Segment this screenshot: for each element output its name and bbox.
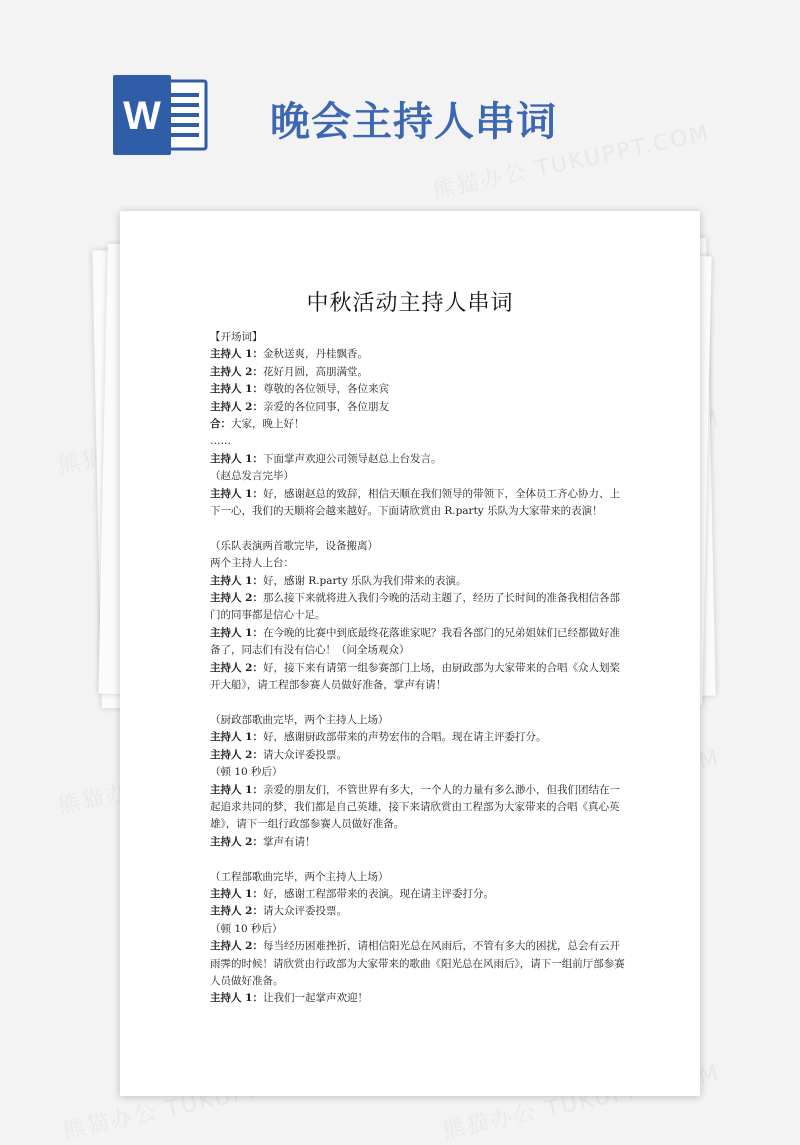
line-text: （顿 10 秒后） [210, 922, 283, 935]
line-text: 好，接下来有请第一组参赛部门上场，由厨政部为大家带来的合唱《众人划桨开大船》，请工程部参赛人员做好准备，掌声有请！ [210, 661, 620, 692]
document-line [210, 782, 625, 834]
line-text: 在今晚的比赛中到底最终花落谁家呢？我看各部门的兄弟姐妹们已经都做好准备了，同志们有没有信心！（问全场观众） [210, 626, 620, 657]
document-line [210, 625, 625, 660]
speaker-label: 主持人 2： [210, 661, 263, 674]
line-text: 【开场词】 [210, 331, 263, 343]
document-line [210, 381, 625, 398]
speaker-label: 主持人 2： [210, 748, 263, 761]
line-text: （厨政部歌曲完毕，两个主持人上场） [210, 713, 389, 726]
speaker-label: 主持人 2： [210, 835, 263, 848]
document-line [210, 903, 625, 920]
speaker-label: 主持人 1： [210, 992, 263, 1005]
speaker-label: 主持人 1： [210, 348, 263, 361]
document-page [120, 211, 700, 1096]
line-text: …… [210, 435, 231, 448]
document-line [210, 364, 625, 381]
line-text: 花好月圆，高朋满堂。 [262, 365, 368, 378]
document-line [210, 851, 625, 868]
speaker-label: 主持人 2： [210, 400, 263, 413]
speaker-label: 主持人 1： [210, 487, 263, 500]
word-logo-icon [113, 75, 208, 155]
document-line [210, 990, 625, 1007]
document-line [210, 329, 625, 346]
header [0, 0, 800, 200]
document-line [210, 921, 625, 938]
document-line [210, 729, 625, 746]
line-text: 金秋送爽，丹桂飘香。 [262, 348, 368, 361]
line-text: 亲爱的朋友们，不管世界有多大，一个人的力量有多么渺小，但我们团结在一起追求共同的梦，我们都是自己英雄，接下来请欣赏由工程部为大家带来的合唱《真心英雄》，请下一组行政部参赛人员做好准备。 [210, 783, 620, 831]
line-text: 两个主持人上台： [210, 557, 294, 570]
speaker-label: 主持人 1： [210, 887, 263, 900]
document-line [210, 573, 625, 590]
document-line [210, 869, 625, 886]
line-text: 好，感谢 R.party 乐队为我们带来的表演。 [262, 574, 467, 587]
line-text: 那么接下来就将进入我们今晚的活动主题了，经历了长时间的准备我相信各部门的同事都是信心十足。 [210, 592, 620, 622]
document-line [210, 433, 625, 450]
document-line [210, 416, 625, 433]
line-text: 大家，晚上好！ [231, 418, 305, 431]
speaker-label: 主持人 2： [210, 365, 263, 378]
line-text: 好，感谢厨政部带来的声势宏伟的合唱。现在请主评委打分。 [262, 731, 547, 744]
line-text: （赵总发言完毕） [210, 470, 294, 483]
document-line [210, 590, 625, 625]
document-line [210, 747, 625, 764]
document-line [210, 660, 625, 695]
speaker-label: 主持人 2： [210, 940, 263, 953]
line-text: （顿 10 秒后） [210, 766, 283, 779]
speaker-label: 主持人 1： [210, 731, 263, 744]
speaker-label: 主持人 1： [210, 574, 263, 587]
document-line [210, 555, 625, 572]
document-line [210, 520, 625, 537]
line-text: 掌声有请！ [262, 835, 316, 848]
line-text: 每当经历困难挫折，请相信阳光总在风雨后，不管有多大的困扰，总会有云开雨霁的时候！请欣赏由行政部为大家带来的歌曲《阳光总在风雨后》，请下一组前厅部参赛人员做好准备。 [210, 940, 625, 987]
document-line [210, 451, 625, 468]
document-line [210, 695, 625, 712]
speaker-label: 合： [210, 418, 231, 431]
document-line [210, 834, 625, 851]
line-text: 尊敬的各位领导，各位来宾 [262, 383, 389, 396]
line-text: 好，感谢工程部带来的表演。现在请主评委打分。 [262, 887, 494, 900]
document-line [210, 346, 625, 363]
speaker-label: 主持人 1： [210, 452, 263, 465]
line-text: 请大众评委投票。 [262, 748, 347, 761]
speaker-label: 主持人 2： [210, 592, 263, 605]
speaker-label: 主持人 2： [210, 905, 263, 918]
document-title: 中秋活动主持人串词 [306, 291, 514, 316]
speaker-label: 主持人 1： [210, 783, 263, 796]
document-line [210, 712, 625, 729]
document-line [210, 468, 625, 485]
word-logo-letter: W [123, 94, 161, 138]
line-text: 亲爱的各位同事，各位朋友 [262, 400, 389, 413]
line-text: 下面掌声欢迎公司领导赵总上台发言。 [262, 452, 442, 465]
document-line [210, 486, 625, 521]
document-body [210, 329, 625, 1008]
document-line [210, 764, 625, 781]
document-line [210, 399, 625, 416]
line-text: 请大众评委投票。 [262, 905, 347, 918]
document-line [210, 938, 625, 990]
page-title: 晚会主持人串词 [270, 99, 557, 145]
line-text: （工程部歌曲完毕，两个主持人上场） [210, 870, 389, 883]
speaker-label: 主持人 1： [210, 626, 263, 639]
line-text: 让我们一起掌声欢迎！ [262, 992, 368, 1005]
speaker-label: 主持人 1： [210, 383, 263, 396]
document-line [210, 886, 625, 903]
line-text: 好，感谢赵总的致辞，相信天顺在我们领导的带领下，全体员工齐心协力、上下一心，我们的天顺将会越来越好。下面请欣赏由 R.party 乐队为大家带来的表演！ [210, 487, 620, 518]
line-text: （乐队表演两首歌完毕，设备搬离） [210, 539, 378, 552]
document-line [210, 538, 625, 555]
